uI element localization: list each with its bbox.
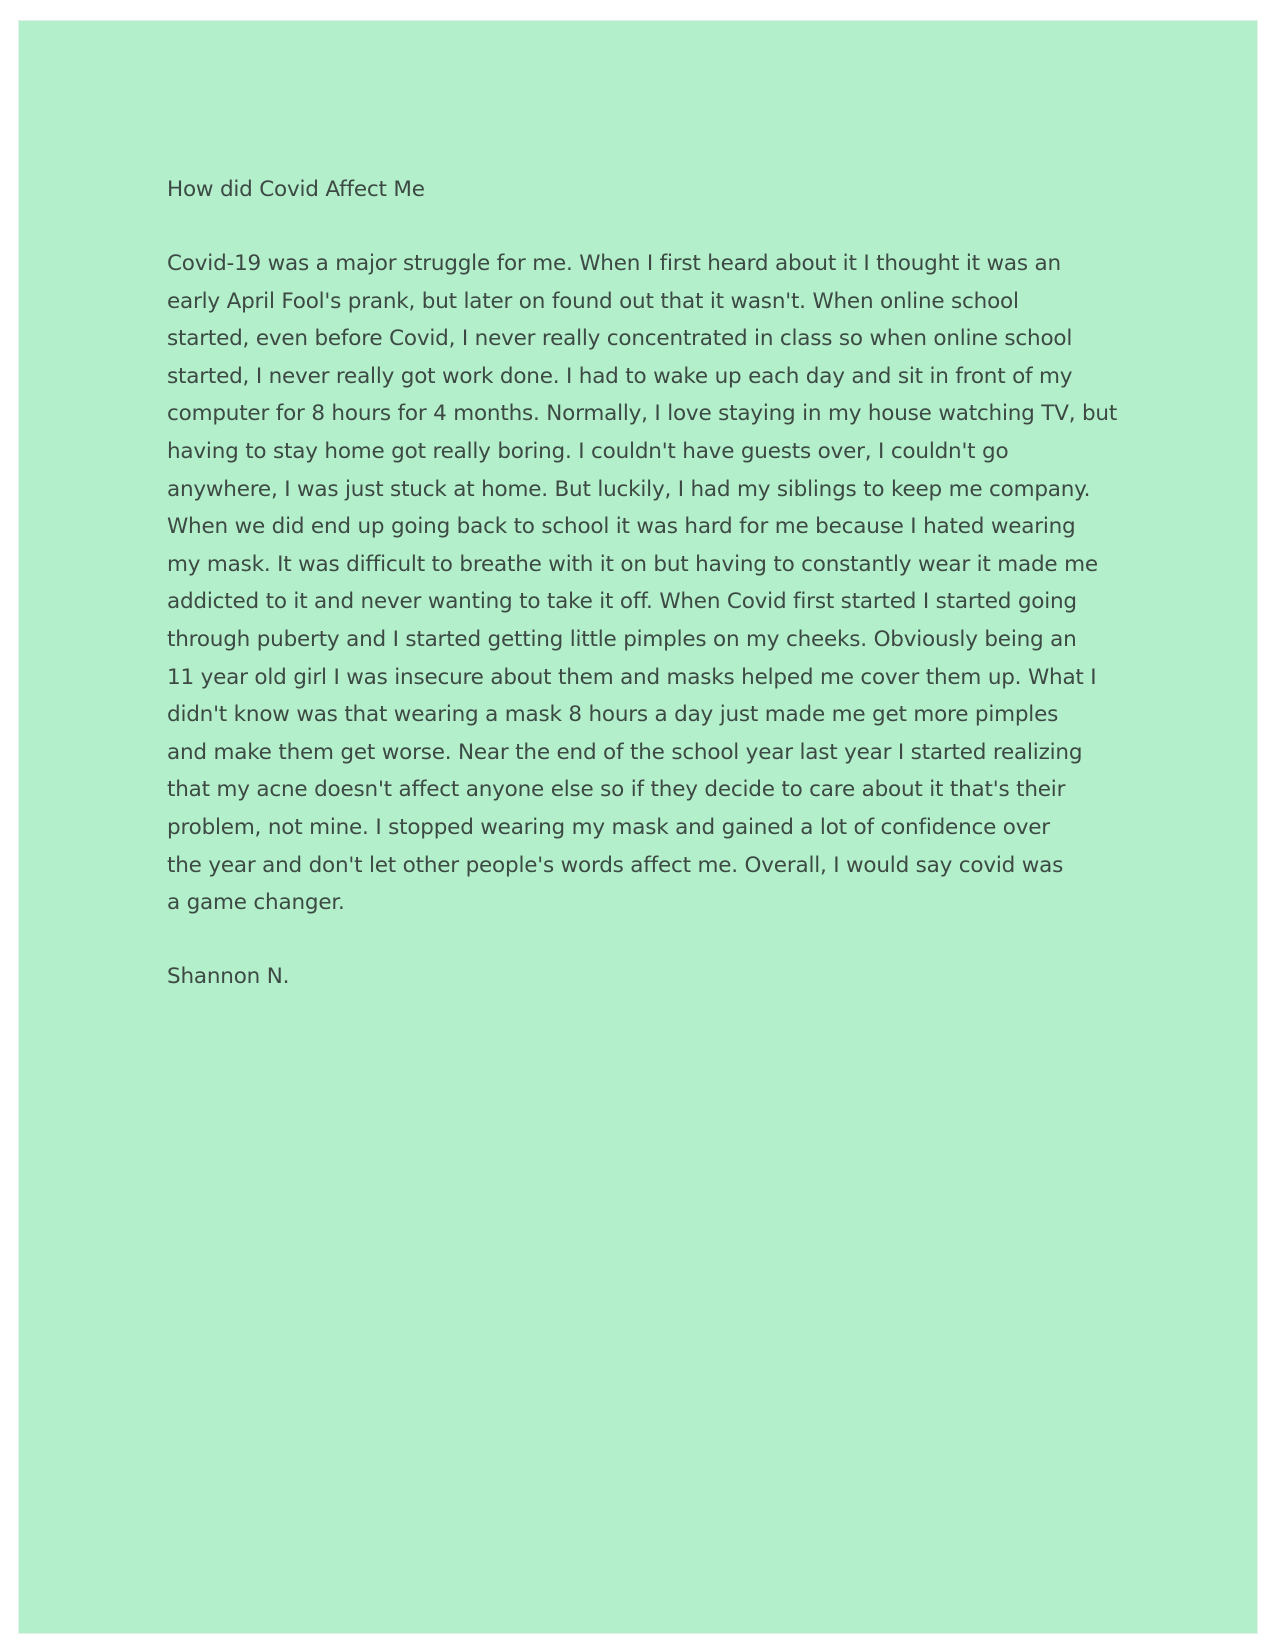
- author-signature: Shannon N.: [167, 963, 290, 989]
- body-line: a game changer.: [167, 890, 345, 916]
- document-text-block: [167, 171, 1157, 996]
- body-line: started, even before Covid, I never really concentrated in class so when online school: [167, 326, 1073, 352]
- document-body: [167, 245, 1157, 922]
- body-line: started, I never really got work done. I had to wake up each day and sit in front of my: [167, 363, 1073, 389]
- body-line: addicted to it and never wanting to take it off. When Covid first started I started going: [167, 589, 1077, 615]
- body-line: didn't know was that wearing a mask 8 hours a day just made me get more pimples: [167, 702, 1059, 728]
- body-line: that my acne doesn't affect anyone else so if they decide to care about it that's their: [167, 777, 1066, 803]
- body-line: early April Fool's prank, but later on found out that it wasn't. When online school: [167, 288, 1019, 314]
- body-line: anywhere, I was just stuck at home. But luckily, I had my siblings to keep me company.: [167, 476, 1091, 502]
- body-line: computer for 8 hours for 4 months. Normally, I love staying in my house watching TV, but: [167, 401, 1118, 427]
- body-line: through puberty and I started getting little pimples on my cheeks. Obviously being an: [167, 626, 1077, 652]
- body-line: and make them get worse. Near the end of the school year last year I started realizing: [167, 739, 1083, 765]
- body-line: Covid-19 was a major struggle for me. When I first heard about it I thought it was an: [167, 251, 1061, 276]
- document-title: How did Covid Affect Me: [167, 177, 425, 202]
- body-line: problem, not mine. I stopped wearing my mask and gained a lot of confidence over: [167, 814, 1050, 840]
- body-line: my mask. It was difficult to breathe with it on but having to constantly wear it made me: [167, 551, 1098, 577]
- body-line: When we did end up going back to school it was hard for me because I hated wearing: [167, 514, 1076, 540]
- document-page: [19, 21, 1257, 1633]
- body-line: the year and don't let other people's words affect me. Overall, I would say covid was: [167, 852, 1064, 878]
- body-line: having to stay home got really boring. I couldn't have guests over, I couldn't go: [167, 438, 1009, 464]
- body-line: 11 year old girl I was insecure about them and masks helped me cover them up. What I: [167, 664, 1097, 690]
